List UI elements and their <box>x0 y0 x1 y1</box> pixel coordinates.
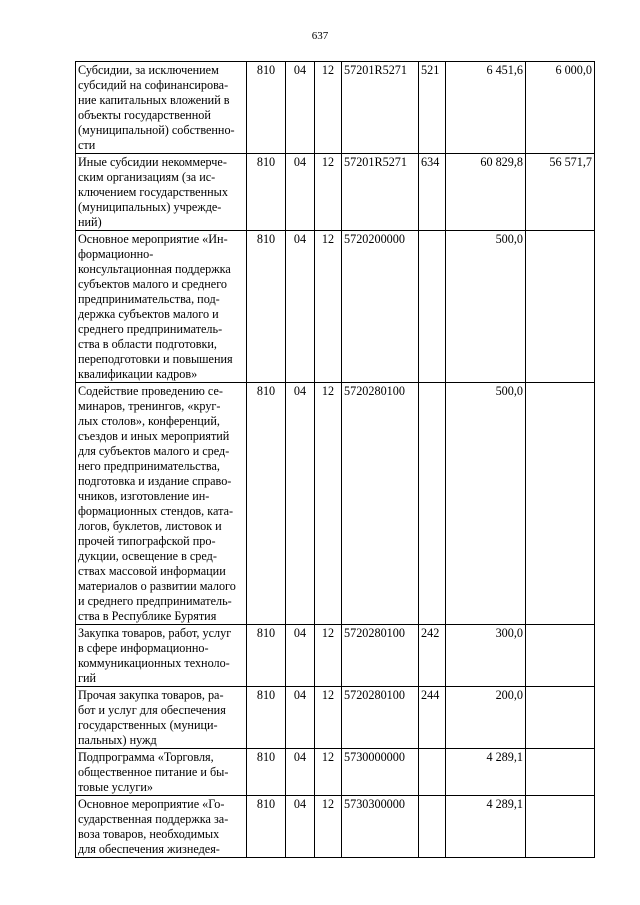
subsection-code: 12 <box>315 687 342 749</box>
expense-type-code: 634 <box>419 154 446 231</box>
amount-year-1: 60 829,8 <box>446 154 526 231</box>
expense-type-code: 244 <box>419 687 446 749</box>
grbs-code: 810 <box>247 625 286 687</box>
grbs-code: 810 <box>247 154 286 231</box>
table-row <box>76 687 595 749</box>
amount-year-1: 500,0 <box>446 383 526 625</box>
amount-year-2 <box>526 687 595 749</box>
expense-type-code <box>419 383 446 625</box>
table-row <box>76 796 595 858</box>
expense-type-code <box>419 231 446 383</box>
amount-year-2 <box>526 749 595 796</box>
section-code: 04 <box>286 383 315 625</box>
row-name: Содействие проведению се- минаров, тренингов, «круг- лых столов», конференций, съездов и иных мероприятий для субъектов малого и сред- него предпринимательства, подготовка и издание справо- чников, изготовление ин- формационных стендов, ката- логов, буклетов, листовок и прочей типографской про- дукции, освещение в сред- ствах массовой информации материалов о развитии малого и среднего предприниматель- ства в Республике Бурятия <box>76 383 247 625</box>
amount-year-2 <box>526 625 595 687</box>
target-item-code: 57201R5271 <box>342 154 419 231</box>
amount-year-2 <box>526 796 595 858</box>
grbs-code: 810 <box>247 62 286 154</box>
budget-table <box>75 61 595 858</box>
section-code: 04 <box>286 231 315 383</box>
grbs-code: 810 <box>247 749 286 796</box>
grbs-code: 810 <box>247 687 286 749</box>
target-item-code: 57201R5271 <box>342 62 419 154</box>
row-name: Закупка товаров, работ, услуг в сфере информационно- коммуникационных техноло- гий <box>76 625 247 687</box>
amount-year-1: 500,0 <box>446 231 526 383</box>
table-row <box>76 231 595 383</box>
amount-year-2 <box>526 231 595 383</box>
target-item-code: 5730000000 <box>342 749 419 796</box>
amount-year-1: 200,0 <box>446 687 526 749</box>
amount-year-1: 6 451,6 <box>446 62 526 154</box>
section-code: 04 <box>286 796 315 858</box>
grbs-code: 810 <box>247 383 286 625</box>
expense-type-code: 521 <box>419 62 446 154</box>
page-number: 637 <box>311 30 329 42</box>
table-row <box>76 62 595 154</box>
section-code: 04 <box>286 687 315 749</box>
expense-type-code <box>419 796 446 858</box>
target-item-code: 5720280100 <box>342 687 419 749</box>
amount-year-1: 4 289,1 <box>446 796 526 858</box>
section-code: 04 <box>286 154 315 231</box>
section-code: 04 <box>286 749 315 796</box>
row-name: Иные субсидии некоммерче- ским организациям (за ис- ключением государственных (муниципальных) учрежде- ний) <box>76 154 247 231</box>
target-item-code: 5720280100 <box>342 383 419 625</box>
expense-type-code <box>419 749 446 796</box>
row-name: Прочая закупка товаров, ра- бот и услуг для обеспечения государственных (муници- пальных) нужд <box>76 687 247 749</box>
subsection-code: 12 <box>315 383 342 625</box>
target-item-code: 5720200000 <box>342 231 419 383</box>
section-code: 04 <box>286 62 315 154</box>
subsection-code: 12 <box>315 749 342 796</box>
amount-year-2 <box>526 383 595 625</box>
subsection-code: 12 <box>315 62 342 154</box>
row-name: Основное мероприятие «Ин- формационно- консультационная поддержка субъектов малого и среднего предпринимательства, под- держка субъектов малого и среднего предприниматель- ства в области подготовки, переподготовки и повышения квалификации кадров» <box>76 231 247 383</box>
section-code: 04 <box>286 625 315 687</box>
row-name: Подпрограмма «Торговля, общественное питание и бы- товые услуги» <box>76 749 247 796</box>
table-row <box>76 625 595 687</box>
table-row <box>76 749 595 796</box>
amount-year-2: 6 000,0 <box>526 62 595 154</box>
row-name: Субсидии, за исключением субсидий на софинансирова- ние капитальных вложений в объекты государственной (муниципальной) собственно- сти <box>76 62 247 154</box>
amount-year-1: 4 289,1 <box>446 749 526 796</box>
amount-year-2: 56 571,7 <box>526 154 595 231</box>
amount-year-1: 300,0 <box>446 625 526 687</box>
grbs-code: 810 <box>247 231 286 383</box>
grbs-code: 810 <box>247 796 286 858</box>
subsection-code: 12 <box>315 625 342 687</box>
row-name: Основное мероприятие «Го- сударственная поддержка за- воза товаров, необходимых для обеспечения жизнедея- <box>76 796 247 858</box>
table-row <box>76 154 595 231</box>
subsection-code: 12 <box>315 231 342 383</box>
table-body <box>76 62 595 858</box>
subsection-code: 12 <box>315 154 342 231</box>
expense-type-code: 242 <box>419 625 446 687</box>
target-item-code: 5730300000 <box>342 796 419 858</box>
target-item-code: 5720280100 <box>342 625 419 687</box>
table-row <box>76 383 595 625</box>
subsection-code: 12 <box>315 796 342 858</box>
